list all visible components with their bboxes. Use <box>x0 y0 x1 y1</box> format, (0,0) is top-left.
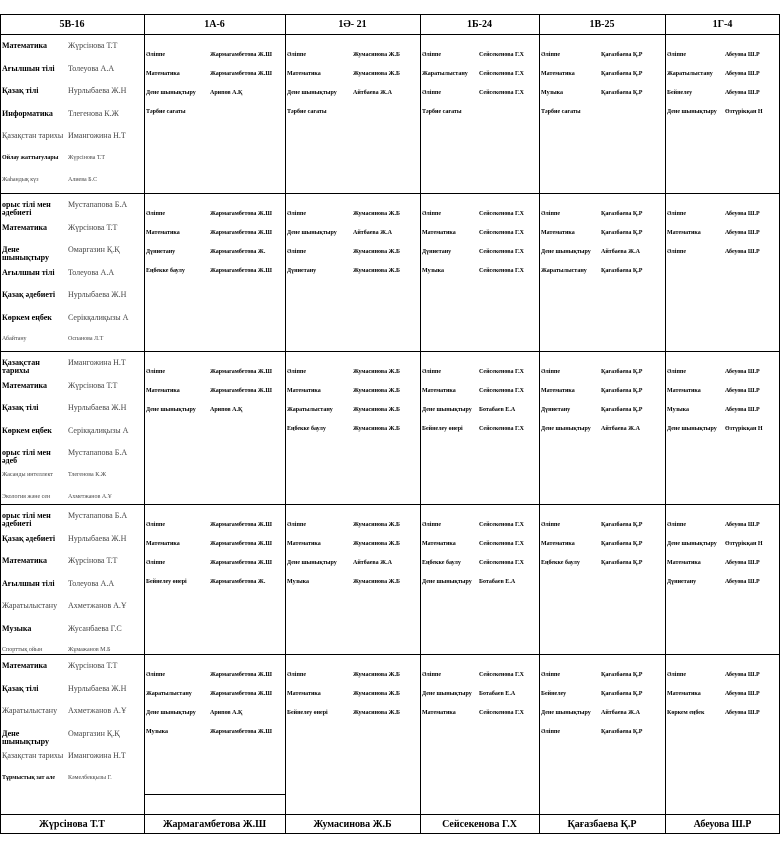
lesson-subject: Музыка <box>541 90 564 96</box>
teacher-label: Мустапапова Б.А <box>68 511 128 520</box>
grid-hline <box>0 34 780 35</box>
subject-label: Математика <box>2 222 48 232</box>
subject-label: Математика <box>2 661 48 670</box>
lesson-teacher: Абеуова Ш.Р <box>725 369 760 375</box>
lesson-subject: Әліппе <box>667 672 687 678</box>
teacher-label: Нурлыбаева Ж.Н <box>68 533 127 543</box>
class-teacher-footer: Қағазбаева Қ.Р <box>567 818 637 830</box>
lesson-teacher: Сейсекенова Г.Х <box>479 388 524 394</box>
lesson-subject: Бейнелеу өнері <box>287 710 328 716</box>
lesson-teacher: Жармагамбетова Ж.Ш <box>210 211 272 217</box>
lesson-subject: Дене шынықтыру <box>146 710 196 716</box>
teacher-label: Толеуова А.А <box>68 578 115 588</box>
subject-label: Математика <box>2 41 48 50</box>
subject-label: Қазақ әдебиеті <box>2 533 56 543</box>
subject-label: Қазақ әдебиеті <box>2 290 56 299</box>
lesson-subject: Математика <box>667 691 701 697</box>
lesson-subject: Дене шынықтыру <box>541 426 591 432</box>
teacher-label: Нурлыбаева Ж.Н <box>68 403 127 412</box>
class-header: 5В-16 <box>59 18 85 30</box>
lesson-teacher: Қағазбаева Қ.Р <box>601 71 643 77</box>
lesson-subject: Еңбекке баулу <box>541 560 580 566</box>
subject-label: Информатика <box>2 108 53 118</box>
lesson-teacher: Жумасинова Ж.Б <box>353 691 401 697</box>
subject-label: Ағылшын тілі <box>2 267 55 277</box>
grid-vline <box>285 14 286 834</box>
lesson-subject: Дене шынықтыру <box>287 230 337 236</box>
lesson-subject: Әліппе <box>422 52 442 58</box>
lesson-teacher: Жармагамбетова Ж.Ш <box>210 560 272 566</box>
lesson-subject: Жаратылыстану <box>287 407 333 413</box>
subject-label: Жаратылыстану <box>2 601 58 610</box>
teacher-label: Омаргазин Қ.Қ <box>68 728 120 738</box>
teacher-label: Нурлыбаева Ж.Н <box>68 290 127 299</box>
class-teacher-footer: Жумасинова Ж.Б <box>313 818 392 830</box>
teacher-label: Жүрсінова Т.Т <box>68 661 118 670</box>
lesson-teacher: Ботабаев Е.А <box>479 407 516 413</box>
subject-label: Абайтану <box>2 336 27 342</box>
teacher-label: Нурлыбаева Ж.Н <box>68 683 127 693</box>
lesson-teacher: Сейсекенова Г.Х <box>479 90 524 96</box>
lesson-subject: Дене шынықтыру <box>541 710 591 716</box>
lesson-subject: Музыка <box>146 729 169 735</box>
lesson-teacher: Ботабаев Е.А <box>479 691 516 697</box>
lesson-teacher: Жумасинова Ж.Б <box>353 52 401 58</box>
lesson-subject: Дене шынықтыру <box>146 407 196 413</box>
lesson-subject: Әліппе <box>541 672 561 678</box>
lesson-subject: Әліппе <box>146 672 166 678</box>
lesson-subject: Әліппе <box>146 560 166 566</box>
lesson-teacher: Абеуова Ш.Р <box>725 249 760 255</box>
lesson-subject: Математика <box>667 388 701 394</box>
lesson-teacher: Жармагамбетова Ж.Ш <box>210 52 272 58</box>
lesson-subject: Әліппе <box>422 369 442 375</box>
lesson-subject: Әліппе <box>541 52 561 58</box>
teacher-label: Мустапапова Б.А <box>68 200 128 209</box>
subject-label: Қазақ тілі <box>2 683 39 693</box>
lesson-teacher: Өзтүрікқан Н <box>725 541 763 547</box>
lesson-subject: Әліппе <box>287 249 307 255</box>
class-header: 1А-6 <box>204 18 225 30</box>
grid-vline <box>0 14 1 834</box>
lesson-teacher: Жармагамбетова Ж. <box>210 249 266 255</box>
teacher-label: Жүрсінова Т.Т <box>68 41 118 50</box>
teacher-label: Кәмелбекқызы Г. <box>68 774 112 781</box>
lesson-teacher: Жармагамбетова Ж.Ш <box>210 672 272 678</box>
subject-label: Көркем еңбек <box>2 425 52 435</box>
lesson-subject: Музыка <box>287 579 310 585</box>
grid-hline <box>0 351 780 352</box>
subject-label: Дене шынықтыру <box>2 728 49 746</box>
lesson-subject: Әліппе <box>541 211 561 217</box>
lesson-subject: Дүниетану <box>146 249 176 255</box>
teacher-label: Жүрсінова Т.Т <box>68 380 118 390</box>
class-header: 1Ә- 21 <box>338 18 367 30</box>
lesson-subject: Жаратылыстану <box>667 71 713 77</box>
teacher-label: Имангожина Н.Т <box>68 131 126 140</box>
lesson-teacher: Қағазбаева Қ.Р <box>601 211 643 217</box>
subject-label: Қазақ тілі <box>2 403 39 412</box>
lesson-subject: Әліппе <box>146 211 166 217</box>
grid-hline <box>0 193 780 194</box>
lesson-teacher: Сейсекенова Г.Х <box>479 268 524 274</box>
lesson-teacher: Жумасинова Ж.Б <box>353 71 401 77</box>
lesson-subject: Көркем еңбек <box>667 710 705 716</box>
lesson-subject: Математика <box>146 388 180 394</box>
subject-label: Көркем еңбек <box>2 312 52 322</box>
lesson-teacher: Айтбаева Ж.А <box>353 560 392 566</box>
lesson-subject: Бейнелеу өнері <box>422 426 463 432</box>
lesson-teacher: Жармагамбетова Ж.Ш <box>210 230 272 236</box>
lesson-subject: Әліппе <box>146 369 166 375</box>
teacher-label: Серікқалиқызы А <box>68 425 129 435</box>
lesson-subject: Дүниетану <box>287 268 317 274</box>
class-header: 1В-25 <box>589 18 615 30</box>
lesson-subject: Дене шынықтыру <box>667 109 717 115</box>
teacher-label: Мустапапова Б.А <box>68 448 128 457</box>
lesson-teacher: Қағазбаева Қ.Р <box>601 369 643 375</box>
class-teacher-footer: Абеуова Ш.Р <box>693 818 752 830</box>
lesson-subject: Еңбекке баулу <box>146 268 185 274</box>
subject-label: Қазақстан тарихы <box>2 358 40 375</box>
lesson-teacher: Арипов А.Қ <box>210 710 243 716</box>
lesson-teacher: Жармагамбетова Ж.Ш <box>210 691 272 697</box>
lesson-subject: Әліппе <box>422 522 442 528</box>
lesson-subject: Әліппе <box>541 522 561 528</box>
lesson-subject: Дене шынықтыру <box>287 560 337 566</box>
lesson-subject: Дене шынықтыру <box>146 90 196 96</box>
teacher-label: Жүрсінова Т.Т <box>68 154 106 161</box>
lesson-subject: Әліппе <box>541 369 561 375</box>
lesson-teacher: Жумасинова Ж.Б <box>353 710 401 716</box>
subject-label: Жаратылыстану <box>2 706 58 715</box>
teacher-label: Тлегенова К.Ж <box>68 471 107 478</box>
lesson-subject: Тәрбие сағаты <box>541 109 581 115</box>
lesson-teacher: Сейсекенова Г.Х <box>479 249 524 255</box>
lesson-subject: Әліппе <box>667 52 687 58</box>
lesson-teacher: Сейсекенова Г.Х <box>479 541 524 547</box>
subject-label: Спорттық ойын <box>2 647 43 653</box>
subject-label: Қазақ тілі <box>2 86 39 95</box>
lesson-subject: Дүниетану <box>667 579 697 585</box>
lesson-teacher: Сейсекенова Г.Х <box>479 71 524 77</box>
lesson-teacher: Жумасинова Ж.Б <box>353 369 401 375</box>
subject-label: орыс тілі мен әдебиеті <box>2 200 51 217</box>
lesson-subject: Жаратылыстану <box>422 71 468 77</box>
lesson-subject: Математика <box>422 710 456 716</box>
lesson-subject: Әліппе <box>287 522 307 528</box>
class-header: 1Б-24 <box>467 18 492 30</box>
subject-label: орыс тілі мен әдеб <box>2 448 51 465</box>
lesson-teacher: Жармагамбетова Ж.Ш <box>210 268 272 274</box>
lesson-teacher: Айтбаева Ж.А <box>601 249 640 255</box>
lesson-teacher: Қағазбаева Қ.Р <box>601 541 643 547</box>
teacher-label: Тлегенова К.Ж <box>68 108 119 118</box>
teacher-label: Алиева Б.С <box>68 177 98 183</box>
lesson-subject: Дүниетану <box>541 407 571 413</box>
lesson-subject: Әліппе <box>667 249 687 255</box>
grid-hline <box>144 794 285 795</box>
class-teacher-footer: Сейсекенова Г.Х <box>442 818 517 830</box>
lesson-subject: Дене шынықтыру <box>422 579 472 585</box>
grid-vline <box>144 14 145 834</box>
lesson-subject: Әліппе <box>146 52 166 58</box>
lesson-subject: Әліппе <box>422 211 442 217</box>
lesson-subject: Математика <box>287 388 321 394</box>
lesson-subject: Бейнелеу <box>667 90 693 96</box>
lesson-subject: Дене шынықтыру <box>287 90 337 96</box>
lesson-subject: Математика <box>287 71 321 77</box>
lesson-teacher: Абеуова Ш.Р <box>725 71 760 77</box>
lesson-teacher: Жармагамбетова Ж.Ш <box>210 71 272 77</box>
lesson-teacher: Абеуова Ш.Р <box>725 579 760 585</box>
lesson-teacher: Қағазбаева Қ.Р <box>601 230 643 236</box>
lesson-teacher: Жумасинова Ж.Б <box>353 268 401 274</box>
lesson-subject: Әліппе <box>667 211 687 217</box>
lesson-subject: Музыка <box>667 407 690 413</box>
lesson-teacher: Сейсекенова Г.Х <box>479 369 524 375</box>
lesson-subject: Дене шынықтыру <box>422 407 472 413</box>
lesson-subject: Математика <box>541 541 575 547</box>
teacher-label: Имангожина Н.Т <box>68 751 126 760</box>
lesson-teacher: Абеуова Ш.Р <box>725 52 760 58</box>
lesson-subject: Дене шынықтыру <box>667 541 717 547</box>
subject-label: Ағылшын тілі <box>2 578 55 588</box>
teacher-label: Оспанова Л.Т <box>68 336 104 342</box>
subject-label: Дене шынықтыру <box>2 245 49 262</box>
lesson-teacher: Өзтүрікқан Н <box>725 109 763 115</box>
grid-hline <box>0 504 780 505</box>
teacher-label: Омаргазин Қ.Қ <box>68 245 120 254</box>
subject-label: Музыка <box>2 623 32 633</box>
lesson-subject: Математика <box>422 230 456 236</box>
lesson-subject: Дене шынықтыру <box>541 249 591 255</box>
subject-label: Ойлау жаттығулары <box>2 154 59 161</box>
teacher-label: Жүрсінова Т.Т <box>68 556 118 565</box>
lesson-subject: Математика <box>422 388 456 394</box>
lesson-teacher: Қағазбаева Қ.Р <box>601 672 643 678</box>
lesson-teacher: Айтбаева Ж.А <box>353 230 392 236</box>
lesson-subject: Математика <box>541 230 575 236</box>
lesson-subject: Әліппе <box>146 522 166 528</box>
lesson-subject: Әліппе <box>287 672 307 678</box>
lesson-subject: Музыка <box>422 268 445 274</box>
lesson-subject: Математика <box>146 71 180 77</box>
teacher-label: Ахметжанов А.Ұ <box>68 601 127 610</box>
lesson-teacher: Жармагамбетова Ж.Ш <box>210 522 272 528</box>
teacher-label: Жусанбаева Г.С <box>68 623 122 633</box>
grid-hline <box>0 654 780 655</box>
lesson-subject: Тәрбие сағаты <box>422 109 462 115</box>
lesson-subject: Әліппе <box>667 369 687 375</box>
class-teacher-footer: Жүрсінова Т.Т <box>39 818 105 830</box>
subject-label: Математика <box>2 556 48 565</box>
subject-label: Қазақстан тарихы <box>2 131 64 140</box>
lesson-teacher: Айтбаева Ж.А <box>353 90 392 96</box>
lesson-teacher: Жумасинова Ж.Б <box>353 407 401 413</box>
lesson-subject: Жаратылыстану <box>146 691 192 697</box>
lesson-subject: Әліппе <box>422 672 442 678</box>
subject-label: Экология және сен <box>2 494 51 500</box>
lesson-teacher: Абеуова Ш.Р <box>725 230 760 236</box>
lesson-subject: Математика <box>541 71 575 77</box>
lesson-teacher: Абеуова Ш.Р <box>725 710 760 716</box>
lesson-teacher: Сейсекенова Г.Х <box>479 426 524 432</box>
lesson-teacher: Сейсекенова Г.Х <box>479 560 524 566</box>
lesson-teacher: Қағазбаева Қ.Р <box>601 691 643 697</box>
lesson-teacher: Сейсекенова Г.Х <box>479 522 524 528</box>
teacher-label: Нурлыбаева Ж.Н <box>68 86 127 95</box>
teacher-label: Жұмажанов М.Б <box>68 647 111 653</box>
lesson-subject: Еңбекке баулу <box>287 426 326 432</box>
lesson-subject: Әліппе <box>287 52 307 58</box>
lesson-teacher: Абеуова Ш.Р <box>725 211 760 217</box>
lesson-teacher: Жумасинова Ж.Б <box>353 426 401 432</box>
lesson-teacher: Жумасинова Ж.Б <box>353 211 401 217</box>
lesson-subject: Математика <box>146 230 180 236</box>
lesson-teacher: Сейсекенова Г.Х <box>479 230 524 236</box>
subject-label: Математика <box>2 380 48 390</box>
lesson-teacher: Сейсекенова Г.Х <box>479 672 524 678</box>
teacher-label: Жүрсінова Т.Т <box>68 222 118 232</box>
lesson-teacher: Қағазбаева Қ.Р <box>601 90 643 96</box>
lesson-teacher: Жумасинова Ж.Б <box>353 388 401 394</box>
class-teacher-footer: Жармагамбетова Ж.Ш <box>162 818 267 830</box>
lesson-teacher: Қағазбаева Қ.Р <box>601 388 643 394</box>
lesson-subject: Әліппе <box>287 369 307 375</box>
teacher-label: Толеуова А.А <box>68 63 115 73</box>
lesson-teacher: Өзтүрікқан Н <box>725 426 763 432</box>
lesson-subject: Математика <box>422 541 456 547</box>
grid-vline <box>539 14 540 834</box>
lesson-subject: Математика <box>287 691 321 697</box>
lesson-teacher: Арипов А.Қ <box>210 90 243 96</box>
lesson-teacher: Абеуова Ш.Р <box>725 407 760 413</box>
lesson-teacher: Айтбаева Ж.А <box>601 710 640 716</box>
lesson-teacher: Жумасинова Ж.Б <box>353 522 401 528</box>
subject-label: Жаһандық күз <box>2 177 39 183</box>
lesson-teacher: Сейсекенова Г.Х <box>479 52 524 58</box>
lesson-teacher: Абеуова Ш.Р <box>725 90 760 96</box>
lesson-subject: Әліппе <box>667 522 687 528</box>
lesson-subject: Әліппе <box>422 90 442 96</box>
lesson-subject: Дене шынықтыру <box>422 691 472 697</box>
lesson-subject: Тәрбие сағаты <box>287 109 327 115</box>
lesson-subject: Бейнелеу өнері <box>146 579 187 585</box>
lesson-subject: Әліппе <box>287 211 307 217</box>
lesson-teacher: Жумасинова Ж.Б <box>353 249 401 255</box>
lesson-teacher: Жумасинова Ж.Б <box>353 541 401 547</box>
teacher-label: Ахметжанов А.Ұ <box>68 494 113 500</box>
grid-vline <box>665 14 666 834</box>
subject-label: Қазақстан тарихы <box>2 751 64 760</box>
lesson-teacher: Ботабаев Е.А <box>479 579 516 585</box>
class-header: 1Г-4 <box>712 18 733 30</box>
lesson-subject: Жаратылыстану <box>541 268 587 274</box>
lesson-teacher: Жумасинова Ж.Б <box>353 579 401 585</box>
subject-label: орыс тілі мен әдебиеті <box>2 511 51 528</box>
lesson-subject: Дене шынықтыру <box>667 426 717 432</box>
lesson-subject: Бейнелеу <box>541 691 567 697</box>
teacher-label: Ахметжанов А.Ұ <box>68 706 127 715</box>
lesson-teacher: Қағазбаева Қ.Р <box>601 560 643 566</box>
lesson-subject: Математика <box>667 560 701 566</box>
lesson-subject: Математика <box>287 541 321 547</box>
teacher-label: Имангожина Н.Т <box>68 358 126 367</box>
lesson-teacher: Жумасинова Ж.Б <box>353 672 401 678</box>
lesson-teacher: Қағазбаева Қ.Р <box>601 52 643 58</box>
lesson-teacher: Жармагамбетова Ж.Ш <box>210 388 272 394</box>
lesson-teacher: Айтбаева Ж.А <box>601 426 640 432</box>
lesson-teacher: Абеуова Ш.Р <box>725 522 760 528</box>
lesson-teacher: Жармагамбетова Ж.Ш <box>210 729 272 735</box>
lesson-subject: Еңбекке баулу <box>422 560 461 566</box>
lesson-teacher: Қағазбаева Қ.Р <box>601 407 643 413</box>
lesson-teacher: Сейсекенова Г.Х <box>479 211 524 217</box>
lesson-teacher: Қағазбаева Қ.Р <box>601 729 643 735</box>
lesson-teacher: Арипов А.Қ <box>210 407 243 413</box>
lesson-subject: Тәрбие сағаты <box>146 109 186 115</box>
lesson-teacher: Жармагамбетова Ж. <box>210 579 266 585</box>
grid-vline <box>420 14 421 834</box>
lesson-teacher: Жармагамбетова Ж.Ш <box>210 369 272 375</box>
teacher-label: Толеуова А.А <box>68 267 115 277</box>
subject-label: Тұрмыстық зат але <box>2 774 56 781</box>
lesson-teacher: Абеуова Ш.Р <box>725 672 760 678</box>
lesson-subject: Математика <box>146 541 180 547</box>
lesson-subject: Математика <box>667 230 701 236</box>
lesson-teacher: Сейсекенова Г.Х <box>479 710 524 716</box>
lesson-subject: Математика <box>541 388 575 394</box>
lesson-teacher: Қағазбаева Қ.Р <box>601 268 643 274</box>
lesson-teacher: Абеуова Ш.Р <box>725 388 760 394</box>
subject-label: Ағылшын тілі <box>2 63 55 73</box>
subject-label: Жасанды интеллект <box>2 471 53 478</box>
lesson-teacher: Жармагамбетова Ж.Ш <box>210 541 272 547</box>
teacher-label: Серікқалиқызы А <box>68 312 129 322</box>
lesson-teacher: Абеуова Ш.Р <box>725 691 760 697</box>
lesson-teacher: Абеуова Ш.Р <box>725 560 760 566</box>
timetable <box>0 14 780 834</box>
lesson-teacher: Қағазбаева Қ.Р <box>601 522 643 528</box>
lesson-subject: Дүниетану <box>422 249 452 255</box>
lesson-subject: Әліппе <box>541 729 561 735</box>
